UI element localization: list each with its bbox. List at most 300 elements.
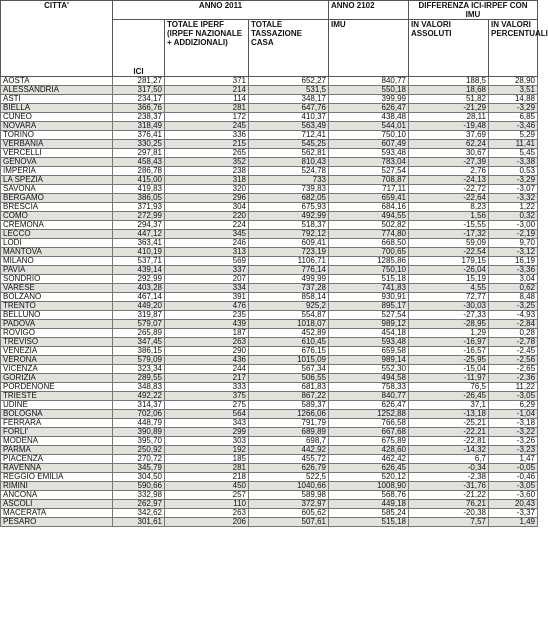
cell-tassazione: 675,93 <box>249 203 329 212</box>
cell-irpef: 263 <box>165 338 249 347</box>
cell-diff-assoluti: -15,04 <box>409 365 489 374</box>
table-row <box>1 104 538 113</box>
cell-tassazione: 737,28 <box>249 284 329 293</box>
cell-diff-assoluti: 1,56 <box>409 212 489 221</box>
cell-diff-percentuali: -3,60 <box>489 491 538 500</box>
cell-ici: 292,99 <box>113 275 165 284</box>
cell-tassazione: 676,15 <box>249 347 329 356</box>
table-row <box>1 167 538 176</box>
cell-tassazione: 1040,66 <box>249 482 329 491</box>
cell-diff-assoluti: -26,45 <box>409 392 489 401</box>
cell-city: IMPERIA <box>1 167 113 176</box>
cell-diff-percentuali: 1,22 <box>489 203 538 212</box>
cell-city: BOLOGNA <box>1 410 113 419</box>
cell-imu: 741,83 <box>329 284 409 293</box>
table-row <box>1 176 538 185</box>
cell-imu: 1252,88 <box>329 410 409 419</box>
cell-tassazione: 506,55 <box>249 374 329 383</box>
cell-irpef: 238 <box>165 167 249 176</box>
cell-diff-assoluti: 15,19 <box>409 275 489 284</box>
cell-irpef: 436 <box>165 356 249 365</box>
cell-diff-assoluti: -22,21 <box>409 428 489 437</box>
cell-city: ASCOLI <box>1 500 113 509</box>
cell-city: PADOVA <box>1 320 113 329</box>
cell-tassazione: 689,89 <box>249 428 329 437</box>
cell-irpef: 246 <box>165 239 249 248</box>
cell-city: VERBANIA <box>1 140 113 149</box>
table-row <box>1 473 538 482</box>
cell-diff-assoluti: -11,97 <box>409 374 489 383</box>
cell-irpef: 318 <box>165 176 249 185</box>
cell-diff-assoluti: -22,54 <box>409 248 489 257</box>
cell-imu: 494,58 <box>329 374 409 383</box>
cell-tassazione: 698,7 <box>249 437 329 446</box>
cell-diff-assoluti: -22,81 <box>409 437 489 446</box>
cell-ici: 297,81 <box>113 149 165 158</box>
table-row <box>1 518 538 527</box>
cell-imu: 449,18 <box>329 500 409 509</box>
cell-irpef: 343 <box>165 419 249 428</box>
cell-ici: 342,62 <box>113 509 165 518</box>
cell-diff-percentuali: -3,37 <box>489 509 538 518</box>
cell-imu: 593,48 <box>329 149 409 158</box>
cell-ici: 250,92 <box>113 446 165 455</box>
cell-irpef: 450 <box>165 482 249 491</box>
cell-diff-assoluti: -13,18 <box>409 410 489 419</box>
cell-irpef: 214 <box>165 86 249 95</box>
cell-tassazione: 681,83 <box>249 383 329 392</box>
table-row <box>1 347 538 356</box>
cell-city: LA SPEZIA <box>1 176 113 185</box>
cell-imu: 593,48 <box>329 338 409 347</box>
cell-irpef: 320 <box>165 185 249 194</box>
cell-ici: 314,37 <box>113 401 165 410</box>
table-row <box>1 122 538 131</box>
cell-diff-assoluti: 59,09 <box>409 239 489 248</box>
cell-tassazione: 589,98 <box>249 491 329 500</box>
cell-ici: 317,50 <box>113 86 165 95</box>
cell-city: BOLZANO <box>1 293 113 302</box>
cell-irpef: 569 <box>165 257 249 266</box>
cell-imu: 607,49 <box>329 140 409 149</box>
cell-tassazione: 1018,07 <box>249 320 329 329</box>
cell-city: LODI <box>1 239 113 248</box>
cell-diff-percentuali: -3,00 <box>489 221 538 230</box>
cell-ici: 318,49 <box>113 122 165 131</box>
cell-diff-percentuali: -3,26 <box>489 437 538 446</box>
cell-diff-assoluti: -16,57 <box>409 347 489 356</box>
cell-city: MANTOVA <box>1 248 113 257</box>
cell-diff-percentuali: 3,04 <box>489 275 538 284</box>
cell-ici: 265,89 <box>113 329 165 338</box>
cell-diff-percentuali: -3,46 <box>489 122 538 131</box>
cell-imu: 930,91 <box>329 293 409 302</box>
cell-tassazione: 791,79 <box>249 419 329 428</box>
cell-imu: 462,42 <box>329 455 409 464</box>
cell-diff-assoluti: 72,77 <box>409 293 489 302</box>
cell-ici: 458,43 <box>113 158 165 167</box>
cell-ici: 238,37 <box>113 113 165 122</box>
cell-diff-percentuali: 0,32 <box>489 212 538 221</box>
cell-imu: 750,10 <box>329 266 409 275</box>
cell-imu: 659,58 <box>329 347 409 356</box>
cell-diff-percentuali: -3,18 <box>489 419 538 428</box>
cell-imu: 552,30 <box>329 365 409 374</box>
cell-diff-assoluti: 4,55 <box>409 284 489 293</box>
cell-tassazione: 442,92 <box>249 446 329 455</box>
cell-imu: 527,54 <box>329 311 409 320</box>
cell-diff-percentuali: -2,45 <box>489 347 538 356</box>
header-percentuali: IN VALORI PERCENTUALI <box>489 20 538 77</box>
table-row <box>1 392 538 401</box>
table-row <box>1 248 538 257</box>
table-row <box>1 203 538 212</box>
cell-diff-assoluti: -27,33 <box>409 311 489 320</box>
header-imu: IMU <box>329 20 409 77</box>
table-row <box>1 356 538 365</box>
table-row <box>1 365 538 374</box>
cell-city: TRIESTE <box>1 392 113 401</box>
cell-tassazione: 348,17 <box>249 95 329 104</box>
table-row <box>1 149 538 158</box>
cell-city: SAVONA <box>1 185 113 194</box>
cell-diff-percentuali: -3,07 <box>489 185 538 194</box>
cell-diff-percentuali: 11,41 <box>489 140 538 149</box>
cell-ici: 363,41 <box>113 239 165 248</box>
cell-diff-assoluti: 76,5 <box>409 383 489 392</box>
cell-city: UDINE <box>1 401 113 410</box>
cell-tassazione: 925,2 <box>249 302 329 311</box>
cell-tassazione: 652,27 <box>249 77 329 86</box>
cell-tassazione: 647,76 <box>249 104 329 113</box>
cell-ici: 415,00 <box>113 176 165 185</box>
table-row <box>1 158 538 167</box>
table-row <box>1 113 538 122</box>
cell-city: LECCO <box>1 230 113 239</box>
cell-tassazione: 605,62 <box>249 509 329 518</box>
table-row <box>1 383 538 392</box>
cell-diff-percentuali: 5,45 <box>489 149 538 158</box>
cell-ici: 702,06 <box>113 410 165 419</box>
cell-city: RAVENNA <box>1 464 113 473</box>
table-row <box>1 257 538 266</box>
cell-diff-assoluti: -14,32 <box>409 446 489 455</box>
table-row <box>1 230 538 239</box>
cell-diff-assoluti: 30,67 <box>409 149 489 158</box>
cell-city: GORIZIA <box>1 374 113 383</box>
cell-imu: 1285,86 <box>329 257 409 266</box>
cell-tassazione: 492,99 <box>249 212 329 221</box>
cell-diff-percentuali: -0,46 <box>489 473 538 482</box>
cell-irpef: 187 <box>165 329 249 338</box>
cell-imu: 428,60 <box>329 446 409 455</box>
cell-ici: 332,98 <box>113 491 165 500</box>
cell-ici: 330,25 <box>113 140 165 149</box>
cell-diff-assoluti: -28,95 <box>409 320 489 329</box>
cell-ici: 447,12 <box>113 230 165 239</box>
cell-imu: 840,77 <box>329 392 409 401</box>
cell-diff-percentuali: -3,23 <box>489 446 538 455</box>
cell-city: VARESE <box>1 284 113 293</box>
cell-diff-percentuali: -4,93 <box>489 311 538 320</box>
cell-city: BRESCIA <box>1 203 113 212</box>
cell-ici: 347,45 <box>113 338 165 347</box>
cell-imu: 626,47 <box>329 401 409 410</box>
cell-tassazione: 867,22 <box>249 392 329 401</box>
cell-diff-assoluti: 28,11 <box>409 113 489 122</box>
cell-ici: 390,89 <box>113 428 165 437</box>
cell-irpef: 217 <box>165 374 249 383</box>
table-row <box>1 446 538 455</box>
cell-city: MILANO <box>1 257 113 266</box>
cell-irpef: 275 <box>165 401 249 410</box>
cell-irpef: 391 <box>165 293 249 302</box>
cell-tassazione: 610,45 <box>249 338 329 347</box>
cell-city: BIELLA <box>1 104 113 113</box>
cell-diff-percentuali: -2,19 <box>489 230 538 239</box>
cell-diff-assoluti: 18,68 <box>409 86 489 95</box>
cell-diff-assoluti: 6,7 <box>409 455 489 464</box>
table-row <box>1 509 538 518</box>
cell-irpef: 218 <box>165 473 249 482</box>
table-row <box>1 95 538 104</box>
cell-tassazione: 1106,71 <box>249 257 329 266</box>
header-tassazione: TOTALE TASSAZIONE CASA <box>249 20 329 77</box>
cell-diff-percentuali: 0,53 <box>489 167 538 176</box>
cell-tassazione: 567,34 <box>249 365 329 374</box>
cell-tassazione: 1015,09 <box>249 356 329 365</box>
header-anno-2102: ANNO 2102 <box>329 1 409 20</box>
cell-tassazione: 609,41 <box>249 239 329 248</box>
table-row <box>1 500 538 509</box>
cell-ici: 449,20 <box>113 302 165 311</box>
cell-city: PIACENZA <box>1 455 113 464</box>
cell-imu: 626,45 <box>329 464 409 473</box>
cell-ici: 386,05 <box>113 194 165 203</box>
cell-diff-assoluti: 37,1 <box>409 401 489 410</box>
cell-city: BELLUNO <box>1 311 113 320</box>
cell-imu: 438,48 <box>329 113 409 122</box>
cell-diff-assoluti: 2,76 <box>409 167 489 176</box>
cell-imu: 989,12 <box>329 320 409 329</box>
cell-imu: 1008,90 <box>329 482 409 491</box>
table-row <box>1 464 538 473</box>
cell-tassazione: 562,81 <box>249 149 329 158</box>
cell-tassazione: 499,99 <box>249 275 329 284</box>
cell-diff-assoluti: -21,29 <box>409 104 489 113</box>
cell-irpef: 290 <box>165 347 249 356</box>
cell-city: AOSTA <box>1 77 113 86</box>
table-row <box>1 275 538 284</box>
cell-imu: 750,10 <box>329 131 409 140</box>
cell-imu: 675,89 <box>329 437 409 446</box>
cell-imu: 515,18 <box>329 275 409 284</box>
cell-tassazione: 626,79 <box>249 464 329 473</box>
cell-irpef: 220 <box>165 212 249 221</box>
cell-imu: 585,24 <box>329 509 409 518</box>
cell-irpef: 244 <box>165 365 249 374</box>
cell-ici: 419,83 <box>113 185 165 194</box>
cell-diff-assoluti: -30,03 <box>409 302 489 311</box>
cell-diff-assoluti: 179,15 <box>409 257 489 266</box>
table-row <box>1 455 538 464</box>
table-row <box>1 338 538 347</box>
cell-irpef: 207 <box>165 275 249 284</box>
cell-ici: 270,72 <box>113 455 165 464</box>
table-row <box>1 491 538 500</box>
cell-irpef: 235 <box>165 311 249 320</box>
cell-tassazione: 410,37 <box>249 113 329 122</box>
cell-diff-percentuali: 0,28 <box>489 329 538 338</box>
cell-imu: 717,11 <box>329 185 409 194</box>
cell-city: ALESSANDRIA <box>1 86 113 95</box>
cell-diff-percentuali: -2,36 <box>489 374 538 383</box>
cell-ici: 345,79 <box>113 464 165 473</box>
cell-diff-assoluti: 188,5 <box>409 77 489 86</box>
cell-ici: 323,34 <box>113 365 165 374</box>
cell-imu: 895,17 <box>329 302 409 311</box>
cell-city: VENEZIA <box>1 347 113 356</box>
cell-irpef: 224 <box>165 221 249 230</box>
cell-tassazione: 563,49 <box>249 122 329 131</box>
cell-city: MODENA <box>1 437 113 446</box>
cell-city: MACERATA <box>1 509 113 518</box>
cell-diff-assoluti: 62,24 <box>409 140 489 149</box>
cell-ici: 403,28 <box>113 284 165 293</box>
cell-imu: 840,77 <box>329 77 409 86</box>
cell-diff-assoluti: -0,34 <box>409 464 489 473</box>
cell-ici: 376,41 <box>113 131 165 140</box>
cell-imu: 502,82 <box>329 221 409 230</box>
cell-city: VICENZA <box>1 365 113 374</box>
cell-irpef: 337 <box>165 266 249 275</box>
cell-diff-percentuali: -3,32 <box>489 194 538 203</box>
cell-tassazione: 723,19 <box>249 248 329 257</box>
cell-diff-percentuali: 14,88 <box>489 95 538 104</box>
cell-ici: 579,07 <box>113 320 165 329</box>
cell-diff-percentuali: -3,05 <box>489 482 538 491</box>
cell-irpef: 114 <box>165 95 249 104</box>
cell-imu: 783,04 <box>329 158 409 167</box>
cell-tassazione: 858,14 <box>249 293 329 302</box>
cell-city: VERONA <box>1 356 113 365</box>
cell-diff-percentuali: 1,49 <box>489 518 538 527</box>
cell-city: FORLI' <box>1 428 113 437</box>
table-row <box>1 401 538 410</box>
cell-city: TORINO <box>1 131 113 140</box>
cell-irpef: 333 <box>165 383 249 392</box>
cell-diff-percentuali: 6,85 <box>489 113 538 122</box>
cell-city: COMO <box>1 212 113 221</box>
cell-tassazione: 776,14 <box>249 266 329 275</box>
cell-diff-percentuali: -3,29 <box>489 104 538 113</box>
cell-city: ANCONA <box>1 491 113 500</box>
cell-irpef: 206 <box>165 518 249 527</box>
cell-irpef: 564 <box>165 410 249 419</box>
cell-ici: 439,14 <box>113 266 165 275</box>
cell-diff-assoluti: 1,29 <box>409 329 489 338</box>
cell-irpef: 304 <box>165 203 249 212</box>
table-body <box>1 77 538 527</box>
cell-diff-assoluti: 7,57 <box>409 518 489 527</box>
table-row <box>1 428 538 437</box>
cell-ici: 294,37 <box>113 221 165 230</box>
cell-diff-percentuali: -3,38 <box>489 158 538 167</box>
cell-city: ASTI <box>1 95 113 104</box>
cell-ici: 319,87 <box>113 311 165 320</box>
cell-imu: 626,47 <box>329 104 409 113</box>
cell-ici: 234,17 <box>113 95 165 104</box>
cell-imu: 515,18 <box>329 518 409 527</box>
table-row <box>1 374 538 383</box>
cell-ici: 262,97 <box>113 500 165 509</box>
cell-imu: 766,58 <box>329 419 409 428</box>
cell-tassazione: 739,83 <box>249 185 329 194</box>
cell-imu: 399,99 <box>329 95 409 104</box>
cell-irpef: 263 <box>165 509 249 518</box>
cell-diff-percentuali: 9,70 <box>489 239 538 248</box>
cell-diff-assoluti: -31,76 <box>409 482 489 491</box>
cell-tassazione: 372,97 <box>249 500 329 509</box>
cell-city: TREVISO <box>1 338 113 347</box>
cell-irpef: 215 <box>165 140 249 149</box>
cell-tassazione: 554,87 <box>249 311 329 320</box>
cell-diff-percentuali: 5,29 <box>489 131 538 140</box>
cell-city: RIMINI <box>1 482 113 491</box>
cell-city: PARMA <box>1 446 113 455</box>
cell-tassazione: 733 <box>249 176 329 185</box>
cell-diff-assoluti: -17,32 <box>409 230 489 239</box>
cell-diff-percentuali: 3,51 <box>489 86 538 95</box>
cell-diff-assoluti: 51,82 <box>409 95 489 104</box>
cell-imu: 454,18 <box>329 329 409 338</box>
header-ici <box>113 20 165 77</box>
cell-ici: 348,83 <box>113 383 165 392</box>
cell-tassazione: 507,61 <box>249 518 329 527</box>
cell-ici: 590,66 <box>113 482 165 491</box>
cell-city: PORDENONE <box>1 383 113 392</box>
table-row <box>1 86 538 95</box>
cell-ici: 579,09 <box>113 356 165 365</box>
cell-irpef: 476 <box>165 302 249 311</box>
cell-irpef: 375 <box>165 392 249 401</box>
cell-imu: 758,33 <box>329 383 409 392</box>
cell-diff-assoluti: -26,04 <box>409 266 489 275</box>
table-row <box>1 212 538 221</box>
cell-city: FERRARA <box>1 419 113 428</box>
table-row <box>1 320 538 329</box>
cell-city: BERGAMO <box>1 194 113 203</box>
cell-diff-percentuali: -3,36 <box>489 266 538 275</box>
cell-ici: 537,71 <box>113 257 165 266</box>
cell-irpef: 313 <box>165 248 249 257</box>
cell-tassazione: 531,5 <box>249 86 329 95</box>
cell-city: CREMONA <box>1 221 113 230</box>
cell-diff-percentuali: -3,25 <box>489 302 538 311</box>
table-row <box>1 221 538 230</box>
cell-tassazione: 712,41 <box>249 131 329 140</box>
cell-ici: 304,50 <box>113 473 165 482</box>
cell-irpef: 192 <box>165 446 249 455</box>
cell-irpef: 296 <box>165 194 249 203</box>
cell-tassazione: 524,78 <box>249 167 329 176</box>
cell-ici: 366,76 <box>113 104 165 113</box>
cell-irpef: 334 <box>165 284 249 293</box>
cell-diff-assoluti: -2,38 <box>409 473 489 482</box>
cell-city: GENOVA <box>1 158 113 167</box>
cell-diff-assoluti: 76,21 <box>409 500 489 509</box>
cell-city: CUNEO <box>1 113 113 122</box>
